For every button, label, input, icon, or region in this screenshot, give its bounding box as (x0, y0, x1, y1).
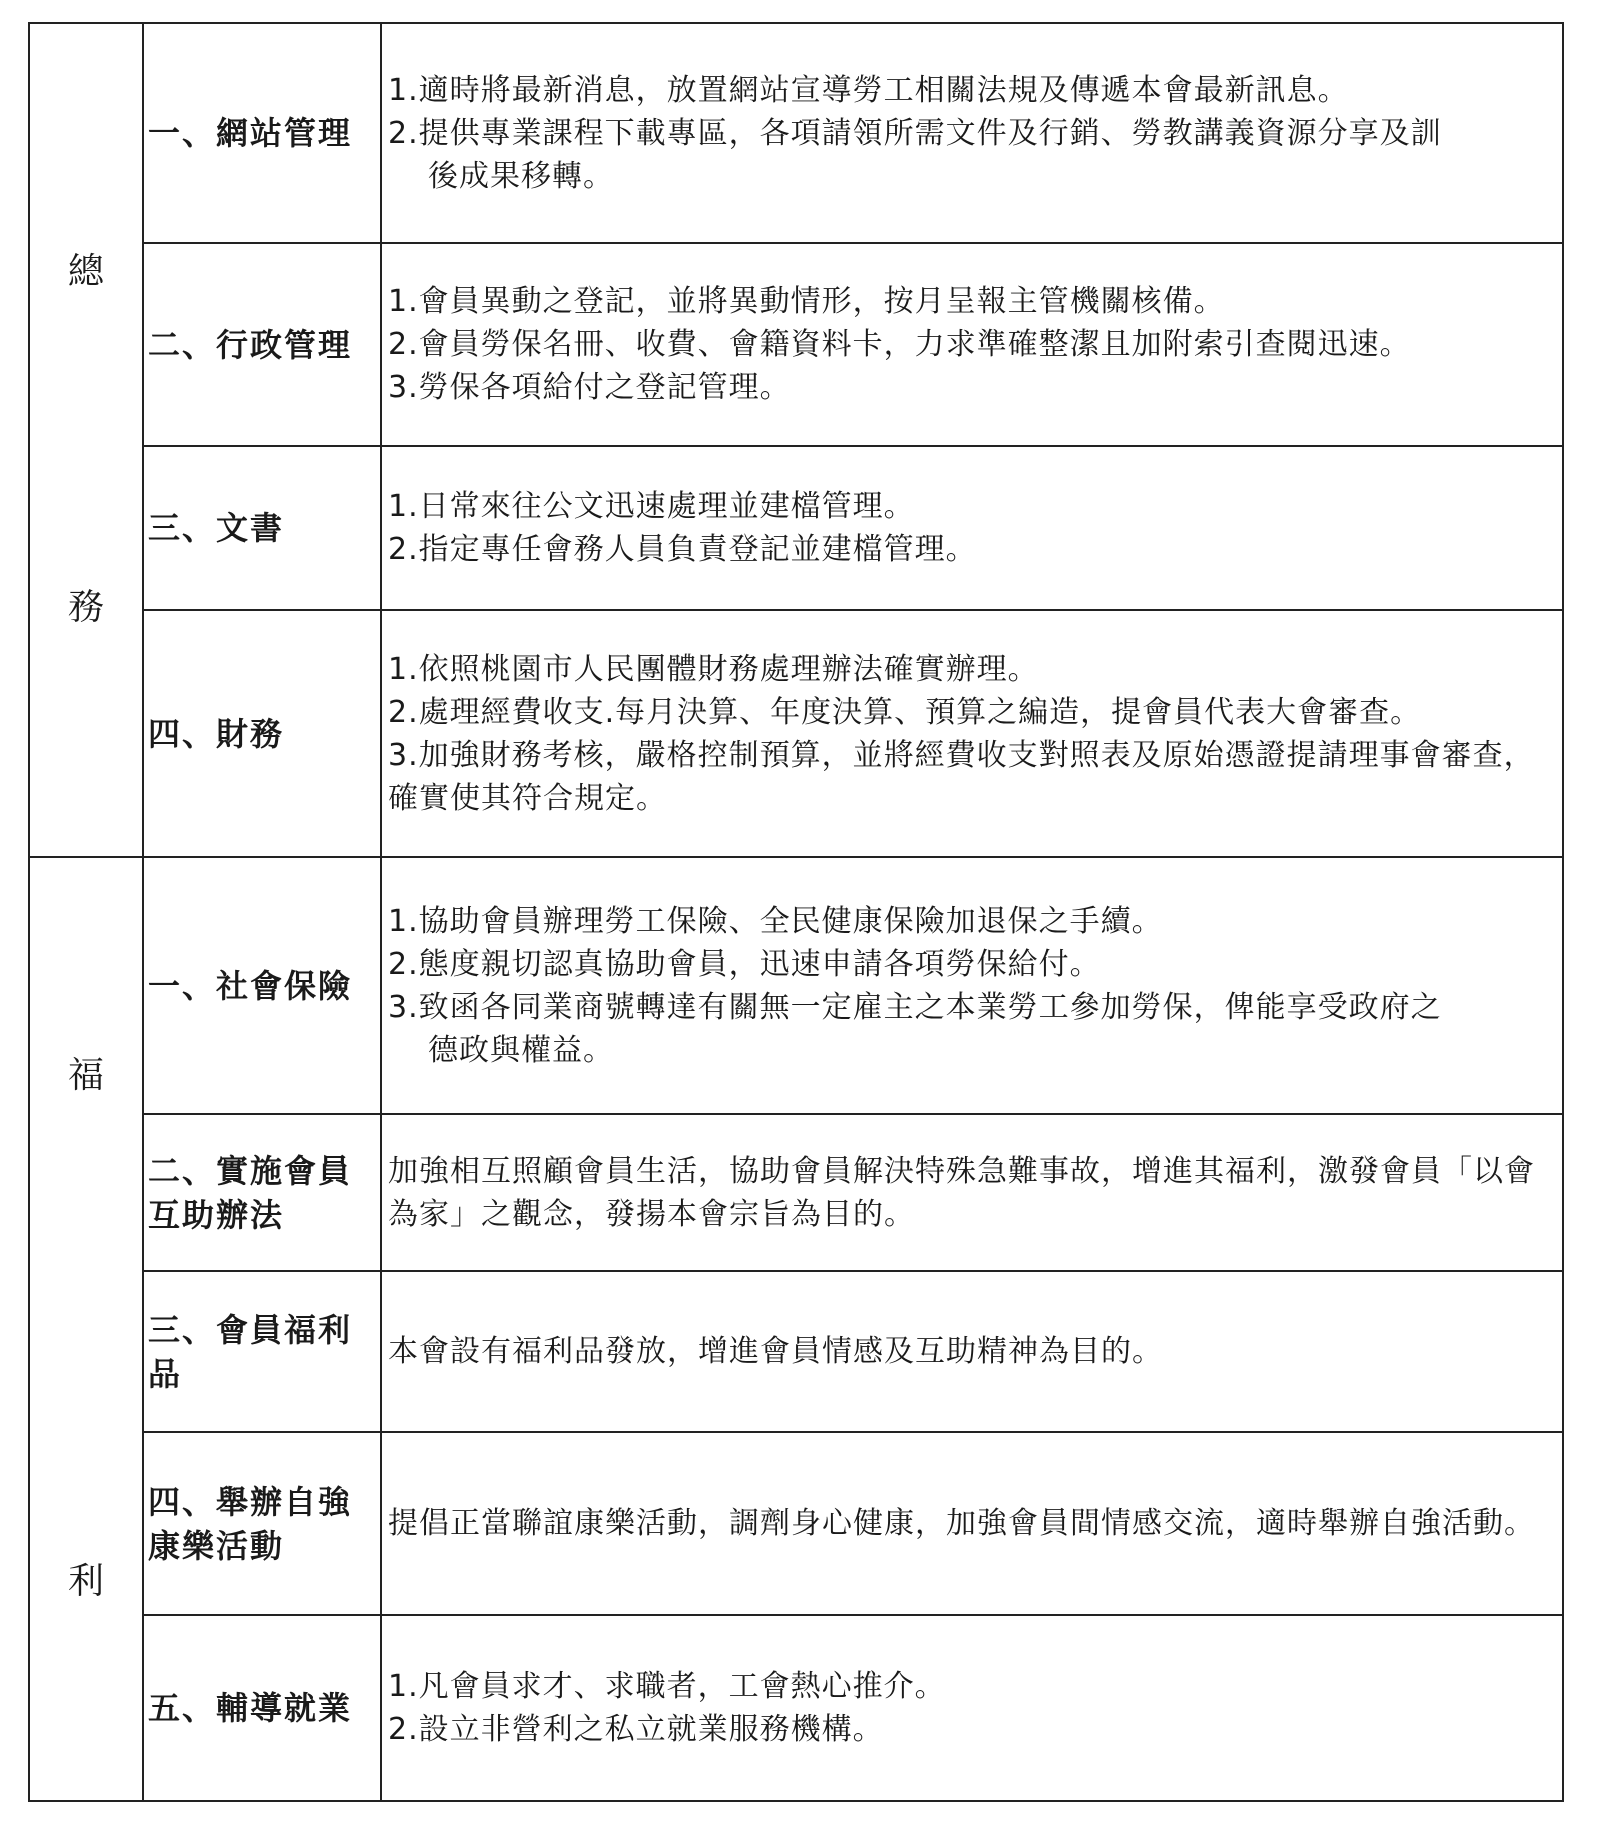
category-char: 利 (67, 1561, 104, 1602)
content-line: 1.協助會員辦理勞工保險、全民健康保險加退保之手續。 (388, 903, 1163, 939)
content-line: 2.處理經費收支.每月決算、年度決算、預算之編造，提會員代表大會審查。 (388, 694, 1422, 730)
row-title: 五、輔導就業 (142, 1614, 382, 1802)
row-title: 二、行政管理 (142, 242, 382, 447)
content-line: 3.加強財務考核，嚴格控制預算，並將經費收支對照表及原始憑證提請理事會審查，確實使其符合規定。 (388, 737, 1535, 816)
row-title: 四、舉辦自強康樂活動 (142, 1431, 382, 1616)
content-line: 1.依照桃園市人民團體財務處理辦法確實辦理。 (388, 651, 1039, 687)
content-line: 本會設有福利品發放，增進會員情感及互助精神為目的。 (388, 1334, 1163, 1369)
content-line: 2.提供專業課程下載專區，各項請領所需文件及行銷、勞教講義資源分享及訓 (388, 115, 1442, 151)
row-content (380, 445, 1564, 611)
content-line: 1.會員異動之登記，並將異動情形，按月呈報主管機關核備。 (388, 284, 1225, 319)
content-line: 提倡正當聯誼康樂活動，調劑身心健康，加強會員間情感交流，適時舉辦自強活動。 (388, 1506, 1535, 1541)
row-title: 二、實施會員互助辦法 (142, 1113, 382, 1272)
category-welfare (28, 856, 144, 1802)
content-line: 德政與權益。 (428, 1032, 614, 1068)
content-line: 2.指定專任會務人員負責登記並建檔管理。 (388, 532, 977, 567)
row-content (380, 22, 1564, 244)
content-line: 加強相互照顧會員生活，協助會員解決特殊急難事故，增進其福利，激發會員「以會為家」之觀念，發揚本會宗旨為目的。 (388, 1153, 1535, 1232)
row-title: 四、財務 (142, 609, 382, 858)
content-line: 2.設立非營利之私立就業服務機構。 (388, 1712, 884, 1747)
category-char: 福 (67, 1055, 104, 1096)
row-content (380, 242, 1564, 447)
content-line: 3.致函各同業商號轉達有關無一定雇主之本業勞工參加勞保，俾能享受政府之 (388, 989, 1442, 1025)
row-title: 一、社會保險 (142, 856, 382, 1115)
content-line: 1.日常來往公文迅速處理並建檔管理。 (388, 489, 915, 524)
row-content (380, 1270, 1564, 1433)
work-plan-table (28, 22, 1564, 1802)
row-content (380, 1113, 1564, 1272)
content-line: 1.凡會員求才、求職者，工會熱心推介。 (388, 1669, 946, 1704)
category-char: 務 (67, 587, 104, 628)
category-general-affairs (28, 22, 144, 858)
row-title: 三、會員福利品 (142, 1270, 382, 1433)
row-content (380, 1431, 1564, 1616)
row-content (380, 609, 1564, 858)
content-line: 後成果移轉。 (428, 158, 614, 194)
row-title: 三、文書 (142, 445, 382, 611)
row-content (380, 1614, 1564, 1802)
content-line: 2.態度親切認真協助會員，迅速申請各項勞保給付。 (388, 946, 1101, 982)
content-line: 3.勞保各項給付之登記管理。 (388, 370, 791, 405)
content-line: 2.會員勞保名冊、收費、會籍資料卡，力求準確整潔且加附索引查閱迅速。 (388, 327, 1411, 362)
content-line: 1.適時將最新消息，放置網站宣導勞工相關法規及傳遞本會最新訊息。 (388, 72, 1349, 108)
row-title: 一、網站管理 (142, 22, 382, 244)
category-char: 總 (67, 251, 104, 292)
row-content (380, 856, 1564, 1115)
